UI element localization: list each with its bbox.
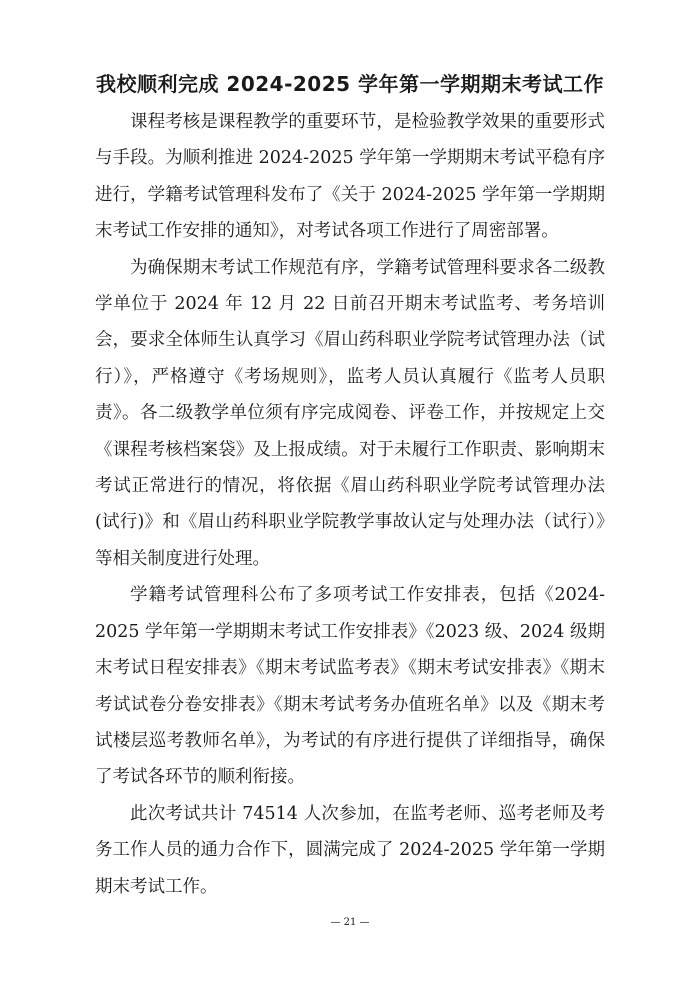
paragraph-summary: 此次考试共计 74514 人次参加，在监考老师、巡考老师及考务工作人员的通力合作下，圆满完成了 2024-2025 学年第一学期期末考试工作。 [95, 803, 605, 897]
document-title: 我校顺利完成 2024-2025 学年第一学期期末考试工作 [95, 72, 605, 96]
page-number: — 21 — [330, 917, 370, 928]
document-body [95, 104, 605, 905]
paragraph-schedules: 学籍考试管理科公布了多项考试工作安排表，包括《2024-2025 学年第一学期期末考试工作安排表》《2023 级、2024 级期末考试日程安排表》《期末考试监考表》《期末考试安排表》《期末考试试卷分卷安排表》《期末考试考务办值班名单》以及《期末考试楼层巡考教师名单》，为考试的有序进行提供了详细指导，确保了考试各环节的顺利衔接。 [95, 585, 605, 788]
paragraph-course-assessment: 课程考核是课程教学的重要环节，是检验教学效果的重要形式与手段。为顺利推进 2024-2025 学年第一学期期末考试平稳有序进行，学籍考试管理科发布了《关于 2024-2025 学年第一学期期末考试工作安排的通知》，对考试各项工作进行了周密部署。 [95, 112, 605, 242]
paragraph-exam-standards: 为确保期末考试工作规范有序，学籍考试管理科要求各二级教学单位于 2024 年 12 月 22 日前召开期末考试监考、考务培训会，要求全体师生认真学习《眉山药科职业学院考试管理办法（试行）》，严格遵守《考场规则》，监考人员认真履行《监考人员职责》。各二级教学单位须有序完成阅卷、评卷工作，并按规定上交《课程考核档案袋》及上报成绩。对于未履行工作职责、影响期末考试正常进行的情况，将依据《眉山药科职业学院考试管理办法(试行)》和《眉山药科职业学院教学事故认定与处理办法（试行）》等相关制度进行处理。 [95, 257, 605, 569]
